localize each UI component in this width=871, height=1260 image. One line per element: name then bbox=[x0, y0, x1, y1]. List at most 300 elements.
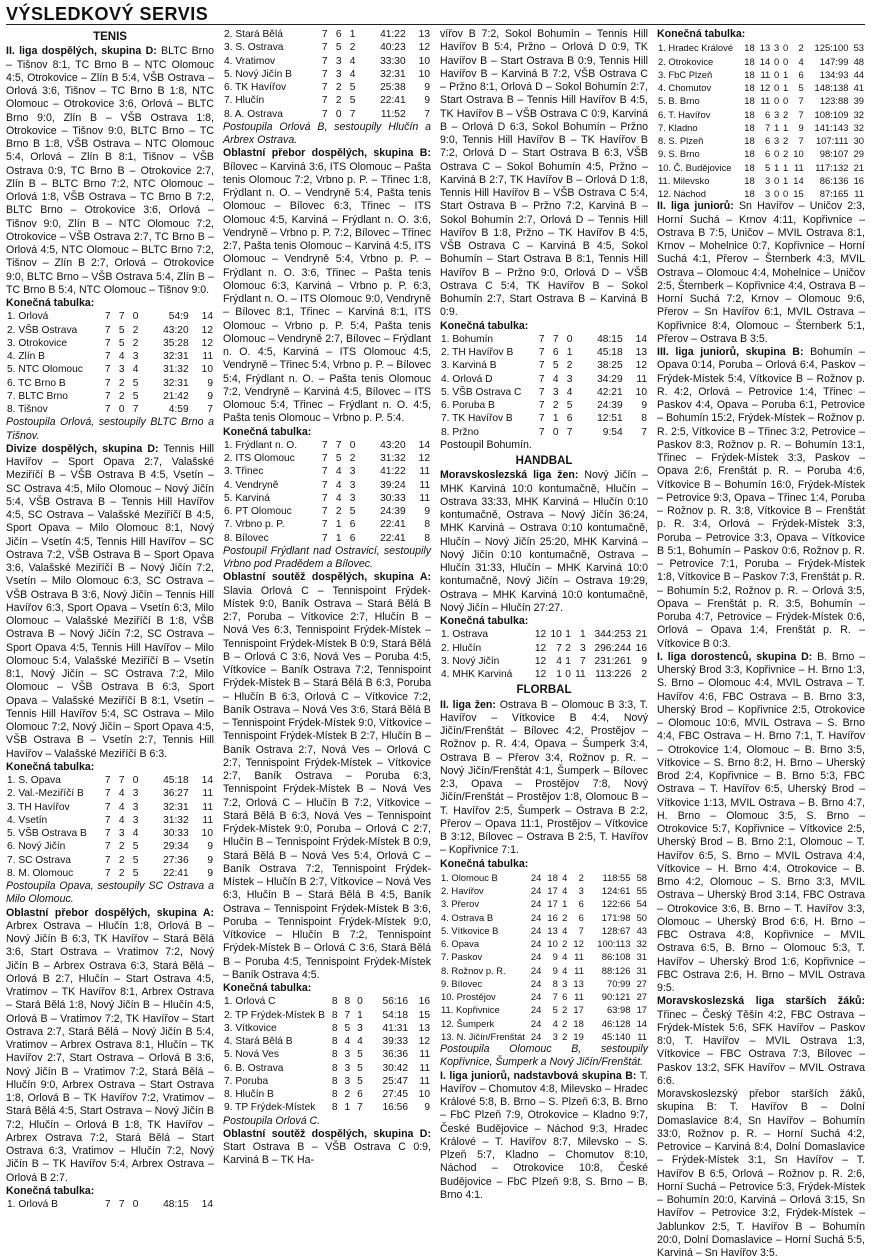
standings-value: 54:9 bbox=[168, 311, 189, 323]
standings-row bbox=[223, 465, 431, 478]
standings-value: 7 bbox=[104, 324, 111, 336]
standings-value: 4 bbox=[562, 964, 568, 976]
standings-row bbox=[440, 655, 648, 668]
standings-value: 7 bbox=[104, 775, 111, 786]
standings-value: 34:29 bbox=[597, 373, 623, 385]
standings-value: 39 bbox=[853, 95, 864, 107]
standings-value: 7 bbox=[104, 814, 111, 826]
standings-value: 50 bbox=[636, 911, 647, 923]
standings-value: 8 bbox=[552, 977, 558, 989]
standings-value: 4 bbox=[357, 1036, 363, 1047]
standings-row bbox=[6, 867, 214, 880]
standings-value: 16 bbox=[418, 996, 430, 1008]
standings-value: 24 bbox=[530, 924, 542, 936]
standings-row bbox=[440, 964, 648, 977]
team-name: 3. Přerov bbox=[441, 898, 480, 910]
standings-value: 12 bbox=[534, 669, 547, 680]
team-name: 1. Hradec Králové bbox=[658, 42, 734, 54]
standings-row bbox=[6, 801, 214, 814]
standings-value: 1 bbox=[782, 68, 789, 80]
standings-value: 10 bbox=[418, 68, 430, 80]
standings-value: 7 bbox=[321, 479, 328, 491]
standings-value: 3 bbox=[132, 814, 139, 826]
standings-value: 11 bbox=[419, 479, 430, 491]
standings-value: 11 bbox=[202, 814, 213, 826]
results-paragraph bbox=[223, 1128, 431, 1168]
standings-value: 2 bbox=[132, 337, 139, 349]
results-columns bbox=[6, 28, 865, 1259]
competition-name: II. liga juniorů: bbox=[657, 200, 734, 213]
standings-value: 7 bbox=[552, 333, 559, 345]
standings-value: 0 bbox=[552, 426, 559, 438]
sport-heading: FLORBAL bbox=[516, 684, 572, 697]
standings-value: 11 bbox=[202, 351, 213, 362]
team-name: 3. Otrokovice bbox=[7, 337, 68, 349]
standings-value: 7 bbox=[798, 135, 804, 146]
standings-value: 3 bbox=[132, 801, 139, 813]
standings-row bbox=[223, 439, 431, 452]
standings-value: 24 bbox=[530, 977, 542, 989]
standings-row bbox=[223, 1035, 431, 1048]
standings-value: 0 bbox=[773, 174, 780, 186]
team-name: 11. Milevsko bbox=[658, 174, 710, 186]
standings-value: 9 bbox=[641, 655, 647, 667]
standings-value: 9:54 bbox=[602, 426, 623, 438]
standings-value: 7 bbox=[641, 426, 647, 438]
team-name: 7. SC Ostrava bbox=[7, 854, 71, 866]
result-note: Postoupila Orlová, sestoupily BLTC Brno a Tišnov. bbox=[6, 416, 214, 442]
team-name: 7. TK Havířov B bbox=[441, 413, 513, 425]
standings-value: 27:36 bbox=[163, 854, 189, 866]
standings-value: 7 bbox=[104, 390, 111, 402]
standings-value: 24 bbox=[530, 911, 542, 923]
standings-value: 9 bbox=[207, 841, 213, 853]
standings-value: 30:33 bbox=[163, 828, 189, 839]
standings-value: 8 bbox=[331, 1089, 338, 1100]
standings-value: 24 bbox=[530, 871, 542, 883]
result-note: Postoupila Orlová C. bbox=[223, 1114, 321, 1127]
standings-value: 2 bbox=[349, 453, 356, 464]
standings-value: 3 bbox=[552, 1030, 558, 1042]
standings-value: 8 bbox=[331, 1049, 338, 1061]
standings-value: 2 bbox=[118, 390, 125, 402]
standings-value: 16:56 bbox=[382, 1102, 409, 1114]
standings-value: 10 bbox=[201, 364, 213, 376]
standings-value: 38:25 bbox=[597, 360, 623, 372]
standings-value: 1 bbox=[556, 669, 562, 680]
standings-value: 171:98 bbox=[601, 911, 631, 923]
match-results: BLTC Brno – Tišnov 8:1, TC Brno B – NTC Olomouc 4:5, Otrokovice – Zlín B 5:4, VŠB Ostrava – Orlová 3:6, Tišnov – TC Brno B 1:8, NTC Olomouc – Otrokovice 3:6, Orlová – BLTC Brno 9:0, Zlín B – VŠB Ostrava 1:8, Otrokovice – Tišnov 9:0, BLTC Brno – TC Brno B 1:8, VŠB Ostrava – NTC Olomouc 5:4, Orlová – Zlín B 8:1, Tišnov – VŠB Ostrava 0:9, TC Brno B – Otrokovice 2:7, Zlín B – BLTC Brno 7:2, NTC Olomouc – Orlová 1:8, VŠB Ostrava – TC Brno B 7:2, BLTC Brno – Otrokovice 3:6, Orlová – Tišnov 9:0, Zlín B – NTC Olomouc 7:2, Otrokovice – VŠB Ostrava 2:7, TC Brno B – Orlová 4:5, NTC Olomouc – BLTC Brno 7:2, Tišnov – Zlín B 2:7, Orlová – Otrokovice 9:0, BLTC Brno – VŠB Ostrava 5:4, Zlín B – TC Brno B 5:4, NTC Olomouc – Tišnov 9:0. bbox=[6, 45, 214, 296]
standings-row bbox=[440, 642, 648, 655]
sport-heading: TENIS bbox=[93, 31, 127, 43]
standings-value: 32:31 bbox=[163, 351, 189, 362]
standings-value: 7 bbox=[349, 108, 356, 120]
standings-value: 2 bbox=[118, 377, 125, 389]
match-results: Nový Jičín – MHK Karviná 10:0 kontumačně, Hlučín – Ostrava 33:33, MHK Karviná – Hlučín 0:10 kontumačně, Ostrava – Nový Jičín 36:24, MHK Karviná – Ostrava 0:10 kontumačně, Hlučín – Nový Jičín 25:20, MHK Karviná – Nový Jičín 0:10 kontumačně, Ostrava – Hlučín 31:33, Hlučín – MHK Karviná 10:0 kontumačně, Nový Jičín – Ostrava 19:29, Ostrava – MHK Karviná 10:0 kontumačně, Nový Jičín – Hlučín 27:27. bbox=[440, 469, 648, 614]
standings-value: 7 bbox=[321, 29, 328, 40]
standings-value: 100:113 bbox=[597, 938, 631, 949]
match-results: Tennis Hill Havířov – Sport Opava 2:7, Valašské Meziříčí B – VŠB Ostrava B 4:5, Vsetín – SC Ostrava 4:5, Milo Olomouc – Nový Jičín 5:4, VŠB Ostrava B – Tennis Hill Havířov 4:5, SC Ostrava – Valašské Meziříčí B 4:5, Sport Opava – Milo Olomouc 8:1, Nový Jičín – Vsetín 4:5, Tennis Hill Havířov – SC Ostrava 7:2, VŠB Ostrava B – Sport Opava 3:6, Valašské Meziříčí B – Nový Jičín 7:2, Vsetín – Milo Olomouc 6:3, SC Ostrava – VŠB Ostrava B 3:6, Nový Jičín – Tennis Hill Havířov 6:3, Sport Opava – Vsetín 6:3, Milo Olomouc – Valašské Meziříčí B 1:8, VŠB Ostrava B – Nový Jičín 7:2, SC Ostrava – Sport Opava 4:5, Tennis Hill Havířov – Milo Olomouc 5:4, Valašské Meziříčí B – Vsetín 8:1, Nový Jičín – SC Ostrava 7:2, Milo Olomouc – VŠB Ostrava B 6:3, Sport Opava – Valašské Meziříčí B 8:1, Vsetín – Tennis Hill Havířov 5:4, SC Ostrava – Milo Olomouc 7:2, Nový Jičín – Sport Opava 4:5, VŠB Ostrava B – Vsetín 2:7, Tennis Hill Havířov – Valašské Meziříčí B 6:3. bbox=[6, 442, 214, 760]
standings-value: 125:100 bbox=[814, 42, 849, 54]
standings-value: 43:20 bbox=[380, 439, 406, 451]
team-name: 9. Bílovec bbox=[441, 977, 483, 989]
standings-value: 86:108 bbox=[601, 951, 631, 963]
standings-value: 18 bbox=[744, 174, 755, 186]
results-paragraph bbox=[223, 147, 431, 425]
standings-value: 2 bbox=[562, 1030, 568, 1042]
standings-row bbox=[6, 787, 214, 800]
standings-value: 7 bbox=[357, 1102, 363, 1114]
standings-value: 12 bbox=[418, 1036, 430, 1047]
standings-value: 9 bbox=[552, 964, 558, 976]
standings-value: 18 bbox=[744, 121, 755, 133]
standings-value: 2 bbox=[562, 1017, 568, 1029]
standings-value: 21:42 bbox=[163, 390, 189, 402]
standings-value: 14 bbox=[201, 1199, 213, 1210]
team-name: 6. Poruba B bbox=[441, 400, 495, 411]
standings-value: 7 bbox=[118, 311, 125, 323]
standings-value: 16 bbox=[853, 174, 864, 186]
standings-value: 5 bbox=[132, 377, 139, 389]
standings-value: 8 bbox=[331, 1062, 338, 1074]
standings-value: 18 bbox=[744, 55, 755, 67]
standings-row bbox=[223, 1009, 431, 1022]
standings-value: 2 bbox=[118, 854, 125, 866]
standings-value: 1 bbox=[782, 174, 789, 186]
standings-value: 2 bbox=[118, 841, 125, 853]
standings-value: 3 bbox=[357, 1022, 363, 1034]
standings-value: 2 bbox=[566, 360, 573, 372]
standings-value: 1 bbox=[349, 29, 356, 40]
team-name: 2. ITS Olomouc bbox=[224, 453, 295, 464]
standings-value: 18 bbox=[547, 871, 558, 883]
competition-name: III. liga juniorů, skupina B: bbox=[657, 346, 804, 358]
standings-value: 5 bbox=[335, 42, 342, 54]
standings-row bbox=[440, 924, 648, 937]
team-name: 10. Č. Budějovice bbox=[658, 161, 732, 173]
match-results: Třinec – Český Těšín 4:2, FBC Ostrava – Frýdek-Místek 5:6, SFK Havířov – Paskov 8:0, T. Havířov – MVIL Ostrava 1:3, Vítkovice – FBC Ostrava 7:3, Bílovec – Paskov 13:2, SFK Havířov – MVIL Ostrava 6:6. bbox=[657, 1008, 865, 1087]
standings-value: 2 bbox=[344, 1089, 351, 1100]
standings-value: 5 bbox=[357, 1075, 363, 1087]
standings-value: 45:18 bbox=[597, 347, 623, 358]
standings-value: 29 bbox=[853, 148, 864, 160]
standings-table bbox=[440, 628, 648, 681]
standings-row bbox=[440, 1017, 648, 1030]
standings-value: 9 bbox=[552, 951, 558, 963]
standings-value: 1 bbox=[335, 519, 342, 531]
standings-row bbox=[440, 911, 648, 924]
standings-row bbox=[223, 1101, 431, 1114]
standings-value: 7 bbox=[104, 841, 111, 853]
standings-value: 7 bbox=[118, 775, 125, 786]
section-masthead: VÝSLEDKOVÝ SERVIS bbox=[6, 4, 865, 25]
standings-value: 5 bbox=[349, 506, 356, 517]
standings-value: 2 bbox=[335, 95, 342, 107]
standings-value: 0 bbox=[566, 333, 573, 345]
standings-value: 24 bbox=[530, 951, 542, 963]
match-results: Ostrava B – Olomouc B 3:3, T. Havířov – Vítkovice B 4:4, Nový Jičín/Frenštát – Bílovec 4:2, Prostějov – Rožnov p. R. 4:4, Opava – Šumperk 3:4, Ostrava B – Přerov 3:4, Rožnov p. R. – Nový Jičín/Frenštát 4:1, Šumperk – Bílovec 2:3, Opava – Prostějov 7:8, Nový Jičín/Frenštát – Prostějov 1:8, Olomouc B – T. Havířov 2:5, Šumperk – Ostrava B 2:2, Přerov – Opava 11:1, Prostějov – Vítkovice B 3:12, Bílovec – Ostrava B 2:5, T. Havířov – Kopřivnice 7:1. bbox=[440, 698, 648, 857]
standings-value: 35:28 bbox=[163, 337, 189, 349]
standings-value: 9 bbox=[424, 95, 430, 107]
standings-value: 3 bbox=[566, 373, 573, 385]
team-name: 5. B. Brno bbox=[658, 95, 700, 107]
standings-table bbox=[6, 310, 214, 416]
standings-value: 11 bbox=[574, 951, 584, 963]
standings-value: 41:22 bbox=[380, 466, 406, 478]
standings-value: 1 bbox=[565, 655, 571, 667]
standings-value: 7 bbox=[538, 426, 545, 438]
standings-value: 41:22 bbox=[380, 29, 406, 40]
standings-value: 2 bbox=[641, 669, 647, 680]
standings-value: 4 bbox=[335, 479, 342, 491]
table-heading: Konečná tabulka: bbox=[657, 28, 746, 40]
standings-value: 24 bbox=[530, 885, 542, 896]
standings-value: 17 bbox=[636, 1004, 647, 1016]
standings-value: 7 bbox=[104, 801, 111, 813]
standings-value: 3 bbox=[335, 68, 342, 80]
standings-value: 17 bbox=[547, 885, 558, 896]
standings-value: 17 bbox=[573, 1004, 584, 1016]
table-heading: Konečná tabulka: bbox=[6, 1184, 95, 1197]
standings-value: 11 bbox=[575, 669, 586, 680]
standings-row bbox=[440, 1003, 648, 1016]
standings-value: 296:244 bbox=[594, 642, 632, 654]
standings-value: 54 bbox=[636, 898, 647, 910]
standings-value: 5 bbox=[118, 337, 125, 349]
standings-value: 1 bbox=[562, 898, 568, 910]
standings-value: 128:67 bbox=[601, 924, 631, 936]
standings-value: 10 bbox=[550, 629, 562, 641]
standings-value: 6 bbox=[349, 519, 356, 531]
standings-value: 22:41 bbox=[380, 519, 406, 531]
standings-row bbox=[223, 518, 431, 531]
standings-value: 4 bbox=[118, 801, 125, 813]
standings-value: 1 bbox=[566, 347, 573, 358]
standings-value: 2 bbox=[798, 42, 804, 54]
standings-value: 53 bbox=[853, 42, 864, 54]
standings-row bbox=[223, 505, 431, 518]
team-name: 3. TH Havířov bbox=[7, 801, 70, 813]
standings-value: 4 bbox=[118, 351, 125, 362]
team-name: 1. Orlová B bbox=[7, 1199, 58, 1210]
standings-value: 2 bbox=[565, 642, 571, 654]
team-name: 7. Vrbno p. P. bbox=[224, 519, 285, 531]
standings-value: 48:15 bbox=[597, 333, 623, 345]
match-results: Slavia Orlová C – Tennispoint Frýdek-Místek 9:0, Baník Ostrava – Stará Bělá B 2:7, Poruba – Vítkovice 2:7, Hlučín B – Nová Ves 6:3, Tennispoint Frýdek-Místek – Tennispoint Frýdek-Místek B 0:9, Stará Bělá B – Orlová C 3:6, Nová Ves – Poruba 4:5, Vítkovice – Baník Ostrava 7:2, Tennispoint Frýdek-Místek B – Stará Bělá B 6:3, Poruba – Hlučín B 6:3, Orlová C – Vítkovice 7:2, Baník Ostrava – Nová Ves 3:6, Stará Bělá B – Tennispoint Frýdek-Místek 9:0, Vítkovice – Tennispoint Frýdek-Místek B 2:7, Hlučín B – Baník Ostrava 2:7, Nová Ves – Orlová C 2:7, Tennispoint Frýdek-Místek – Vítkovice 2:7, Baník Ostrava – Poruba 6:3, Tennispoint Frýdek-Místek B – Nová Ves 7:2, Orlová C – Hlučín B 7:2, Vítkovice – Stará Bělá B 6:3, Nová Ves – Tennispoint Frýdek-Místek 9:0, Poruba – Orlová C 2:7, Hlučín B – Tennispoint Frýdek-Místek B 0:9, Stará Bělá B – Nová Ves 5:4, Orlová C – Baník Ostrava 7:2, Tennispoint Frýdek-Místek – Hlučín B 2:7, Vítkovice – Nová Ves 6:3, Hlučín B – Stará Bělá B 4:5, Baník Ostrava – Tennispoint Frýdek-Místek B 3:6, Poruba – Tennispoint Frýdek-Místek 9:0, Vítkovice – Hlučín B 7:2, Tennispoint Frýdek-Místek B – Orlová C 3:6, Stará Bělá B – Poruba 4:5, Tennispoint Frýdek-Místek – Baník Ostrava 4:5. bbox=[223, 584, 431, 981]
standings-value: 3 bbox=[344, 1062, 351, 1074]
team-name: 8. Tišnov bbox=[7, 404, 48, 415]
standings-value: 12 bbox=[534, 655, 547, 667]
team-name: 8. Hlučín B bbox=[224, 1089, 274, 1100]
standings-value: 3 bbox=[118, 364, 125, 376]
standings-value: 12 bbox=[534, 642, 547, 654]
standings-row bbox=[6, 363, 214, 376]
standings-value: 5 bbox=[764, 161, 771, 173]
standings-value: 2 bbox=[349, 42, 356, 54]
standings-value: 2 bbox=[782, 135, 789, 146]
standings-value: 5 bbox=[798, 82, 804, 93]
standings-value: 7 bbox=[321, 519, 328, 531]
standings-value: 24 bbox=[530, 1017, 542, 1029]
standings-value: 8 bbox=[331, 1036, 338, 1047]
standings-row bbox=[440, 628, 648, 641]
standings-table bbox=[657, 41, 865, 200]
standings-value: 4 bbox=[562, 924, 568, 936]
standings-value: 0 bbox=[773, 95, 780, 107]
standings-value: 32 bbox=[853, 108, 864, 120]
result-note: Postoupila Olomouc B, sestoupily Kopřivnice, Šumperk a Nový Jičín/Frenštát. bbox=[440, 1043, 648, 1069]
standings-value: 3 bbox=[773, 135, 780, 146]
standings-row bbox=[440, 977, 648, 990]
standings-value: 7 bbox=[538, 400, 545, 411]
match-results: B. Brno – Uherský Brod 3:3, Kopřivnice – H. Brno 1:3, S. Brno – Olomouc 4:4, MVIL Ostrava – T. Havířov 4:6, FBC Ostrava – B. Brno 3:3, Uherský Brod – Kopřivnice 2:5, Otrokovice – Olomouc 10:6, MVIL Ostrava – S. Brno 4:4, FBC Ostrava – H. Brno 7:1, T. Havířov – Otrokovice 1:4, Olomouc – B. Brno 3:5, Vítkovice – S. Brno 8:2, H. Brno – Uherský Brod 2:4, Kopřivnice – B. Brno 5:3, FBC Ostrava – T. Havířov 6:5, Uherský Brod – Vítkovice 1:13, MVIL Ostrava – B. Brno 4:7, H. Brno – Olomouc 3:5, S. Brno – Otrokovice 5:7, Kopřivnice – Vítkovice 2:5, Uherský Brod – B. Brno 2:1, Olomouc – T. Havířov 6:5, S. Brno – MVIL Ostrava 4:4, Vítkovice – H. Brno 4:4, Otrokovice – B. Brno 4:2, Olomouc – S. Brno 3:3, MVIL Ostrava – Uherský Brod 3:14, FBC Ostrava – Otrokovice 3:6, B. Brno – T. Havířov 3:3, Olomouc – Uherský Brod 6:6, H. Brno – FBC Ostrava 4:8, Kopřivnice – MVIL Ostrava 6:5, B. Brno – Olomouc 5:3, T. Havířov – Uherský Brod 1:6, Kopřivnice – FBC Ostrava 2:6, H. Brno – MVIL Ostrava 9:5. bbox=[657, 650, 865, 994]
competition-name: Moravskoslezská liga starších žáků: bbox=[657, 995, 865, 1008]
standings-value: 8 bbox=[331, 1075, 338, 1087]
standings-value: 7 bbox=[764, 121, 771, 133]
standings-value: 0 bbox=[132, 1199, 139, 1210]
standings-value: 1 bbox=[773, 161, 780, 173]
standings-value: 7 bbox=[321, 466, 328, 478]
standings-value: 31:32 bbox=[163, 814, 189, 826]
standings-value: 43 bbox=[636, 924, 647, 936]
standings-value: 7 bbox=[566, 426, 573, 438]
standings-value: 3 bbox=[773, 108, 780, 120]
standings-value: 231:261 bbox=[594, 655, 632, 667]
standings-value: 18 bbox=[744, 188, 755, 199]
team-name: 4. Ostrava B bbox=[441, 911, 494, 923]
standings-value: 46:128 bbox=[601, 1017, 631, 1029]
competition-name: II. liga dospělých, skupina D: bbox=[6, 45, 157, 58]
standings-value: 113:226 bbox=[595, 669, 632, 680]
team-name: 6. Opava bbox=[441, 938, 480, 949]
team-name: 7. Paskov bbox=[441, 951, 483, 963]
standings-value: 6 bbox=[578, 898, 584, 910]
standings-value: 5 bbox=[552, 1004, 558, 1016]
column-2 bbox=[223, 28, 431, 1167]
standings-value: 5 bbox=[132, 390, 139, 402]
match-results: Bohumín – Opava 0:14, Poruba – Orlová 6:4, Paskov – Frýdek-Místek 5:4, Vítkovice B – Rožnov p. R. 4:2, Orlová – Petrovice 1:4, Třinec – Paskov 4:4, Opava – Poruba 6:1, Petrovice – Bohumín 15:2, Frýdek-Místek – Rožnov p. R. 2:5, Vítkovice B – Třinec 3:2, Petrovice – Paskov 8:3, Rožnov p. R. – Bohumín 13:1, Třinec – Frýdek-Místek 3:3, Paskov – Opava 2:6, Frenštát p. R. – Poruba 4:6, Vítkovice B – Bohumín 16:0, Frýdek-Místek – Petrovice 9:3, Opava – Třinec 1:4, Poruba – Rožnov p. R. 3:8, Vítkovice B – Frenštát p. R. 3:4, Orlová – Frýdek-Místek 3:3, Poruba – Petrovice 3:3, Opava – Vítkovice B 5:1, Bohumín – Paskov 0:6, Rožnov p. R. – Petrovice 7:1, Poruba – Frýdek-Místek 1:8, Vítkovice B – Paskov 7:3, Frenštát p. R. – Bohumín 5:2, Rožnov p. R. – Orlová 3:5, Opava – Frenštát p. R. 3:5, Bohumín – Poruba 4:7, Petrovice – Frýdek-Místek 0:6, Orlová – Opava 1:4, Frenštát p. R. – Vítkovice B 0:3. bbox=[657, 346, 865, 650]
standings-value: 6 bbox=[578, 911, 584, 923]
standings-value: 27 bbox=[636, 977, 647, 989]
standings-row bbox=[657, 121, 865, 134]
competition-name: Oblastní soutěž dospělých, skupina A: bbox=[223, 571, 431, 584]
standings-value: 4 bbox=[132, 828, 139, 839]
standings-value: 45:18 bbox=[163, 775, 189, 786]
result-note: Postoupil Frýdlant nad Ostravicí, sestoupily Vrbno pod Pradědem a Bílovec. bbox=[223, 544, 431, 570]
team-name: 5. Nová Ves bbox=[224, 1049, 279, 1061]
competition-name: I. liga dorostenců, skupina D: bbox=[657, 650, 813, 663]
standings-value: 7 bbox=[104, 854, 111, 866]
standings-row bbox=[657, 81, 865, 94]
standings-value: 7 bbox=[207, 404, 213, 415]
standings-value: 44 bbox=[853, 68, 864, 80]
standings-value: 86:136 bbox=[819, 174, 849, 186]
standings-value: 5 bbox=[132, 867, 139, 879]
standings-value: 24 bbox=[530, 964, 542, 976]
standings-table bbox=[223, 439, 431, 545]
table-heading: Konečná tabulka: bbox=[6, 297, 95, 309]
standings-value: 22:41 bbox=[380, 532, 406, 544]
standings-value: 10 bbox=[201, 828, 213, 839]
standings-value: 48:15 bbox=[163, 1199, 189, 1210]
standings-value: 7 bbox=[538, 347, 545, 358]
team-name: 3. Nový Jičín bbox=[441, 655, 500, 667]
results-paragraph bbox=[657, 200, 865, 346]
standings-value: 4 bbox=[562, 871, 568, 883]
standings-value: 7 bbox=[104, 828, 111, 839]
standings-value: 4 bbox=[118, 788, 125, 800]
standings-value: 1 bbox=[782, 82, 789, 93]
standings-value: 13 bbox=[573, 977, 584, 989]
standings-value: 10 bbox=[635, 386, 647, 398]
standings-value: 6 bbox=[552, 347, 559, 358]
standings-value: 18 bbox=[744, 108, 755, 120]
standings-value: 4 bbox=[335, 466, 342, 478]
standings-row bbox=[657, 161, 865, 174]
standings-row bbox=[6, 350, 214, 363]
standings-value: 7 bbox=[104, 788, 111, 800]
standings-value: 2 bbox=[118, 867, 125, 879]
standings-value: 14 bbox=[418, 439, 430, 451]
match-results: Moravskoslezský přebor starších žáků, skupina B: T. Havířov B – Dolní Domaslavice 8:4, Sn Havířov – Bohumín 33:0, Rožnov p. R. – Horní Suchá 4:2, Petrovice – Karviná 8:4, Dolní Domaslavice – Frýdek-Místek 3:1, Sn Havířov – T. Havířov B 6:5, Orlová – Rožnov p. R. 2:6, Horní Suchá – Petrovice 5:3, Frýdek-Místek – Bohumín 20:0, Karviná – Orlová 3:15, Sn Havířov – Petrovice 3:2, Frýdek-Místek – Jablunkov 2:5, T. Havířov B – Bohumín 20:0, Dolní Domaslavice – Horní Suchá 5:5, Karviná – Sn Havířov 3:5. bbox=[657, 1088, 865, 1259]
standings-row bbox=[657, 68, 865, 81]
standings-value: 6 bbox=[764, 108, 771, 120]
standings-value: 18 bbox=[744, 161, 755, 173]
table-heading: Konečná tabulka: bbox=[440, 319, 529, 332]
standings-value: 6 bbox=[562, 991, 568, 1002]
standings-value: 12 bbox=[418, 42, 430, 54]
standings-value: 9 bbox=[207, 867, 213, 879]
standings-table bbox=[440, 333, 648, 439]
standings-value: 48 bbox=[853, 55, 864, 67]
standings-value: 27:45 bbox=[382, 1089, 409, 1100]
results-paragraph bbox=[440, 699, 648, 858]
standings-table bbox=[440, 871, 648, 1043]
standings-value: 13 bbox=[418, 29, 430, 40]
standings-row bbox=[6, 377, 214, 390]
standings-value: 24 bbox=[530, 938, 542, 949]
standings-value: 11 bbox=[419, 1049, 430, 1061]
standings-value: 1 bbox=[335, 532, 342, 544]
standings-value: 7 bbox=[538, 386, 545, 398]
table-heading: Konečná tabulka: bbox=[440, 857, 529, 870]
standings-value: 12 bbox=[201, 324, 213, 336]
standings-row bbox=[223, 94, 431, 107]
team-name: 2. VŠB Ostrava bbox=[7, 324, 78, 336]
standings-value: 8 bbox=[344, 996, 351, 1008]
standings-value: 4 bbox=[566, 386, 573, 398]
standings-value: 3 bbox=[132, 351, 139, 362]
standings-value: 3 bbox=[764, 188, 771, 199]
standings-row bbox=[6, 774, 214, 787]
standings-value: 31 bbox=[636, 964, 647, 976]
standings-value: 6 bbox=[335, 29, 342, 40]
standings-value: 70:99 bbox=[607, 977, 631, 989]
standings-value: 107:111 bbox=[815, 135, 849, 146]
standings-value: 6 bbox=[764, 135, 771, 146]
standings-row bbox=[657, 55, 865, 68]
team-name: 8. Pržno bbox=[441, 426, 479, 438]
standings-value: 2 bbox=[782, 148, 789, 160]
standings-value: 12 bbox=[534, 629, 547, 641]
team-name: 1. Orlová C bbox=[224, 996, 276, 1008]
team-name: 2. Hlučín bbox=[441, 642, 482, 654]
standings-value: 0 bbox=[773, 188, 780, 199]
standings-value: 88:126 bbox=[601, 964, 631, 976]
standings-value: 4 bbox=[552, 1017, 558, 1029]
standings-value: 31 bbox=[636, 951, 647, 963]
standings-value: 3 bbox=[552, 386, 559, 398]
